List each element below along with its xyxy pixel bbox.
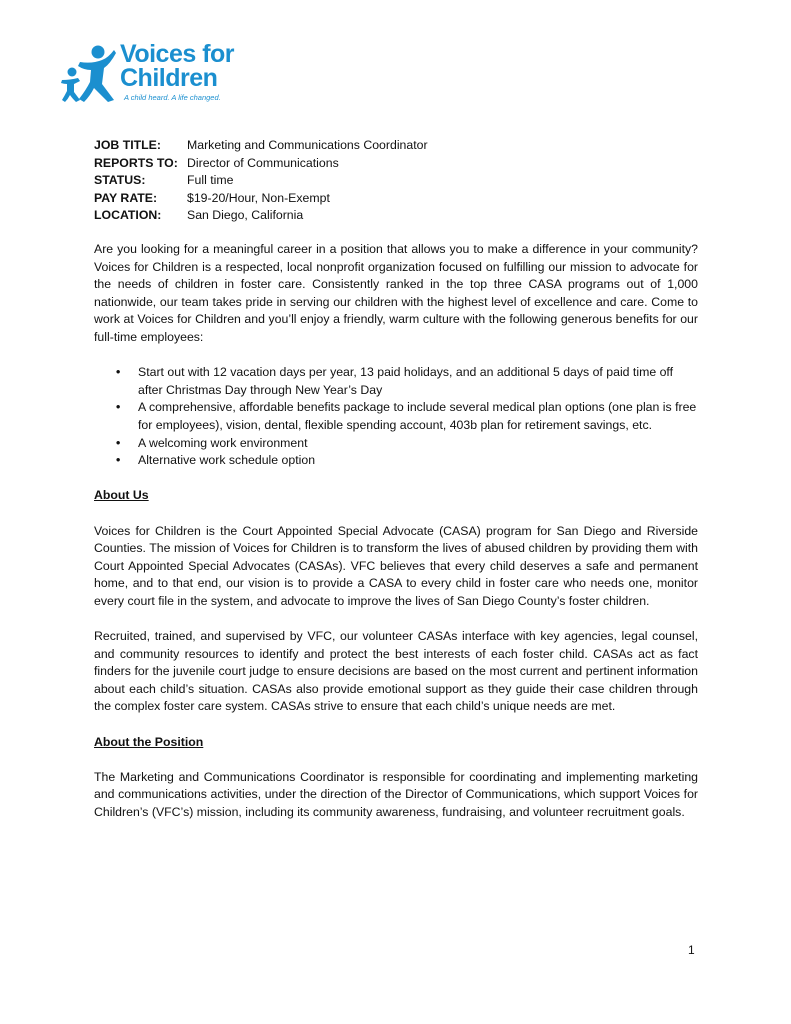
document-body xyxy=(94,241,698,822)
benefit-text: A comprehensive, affordable benefits package to include several medical plan options (one plan is free for employees), vision, dental, flexible spending account, 403b plan for retirement savings, etc. xyxy=(138,400,697,432)
status-value: Full time xyxy=(187,173,234,188)
location-row xyxy=(94,207,428,225)
logo-text-line2: Children xyxy=(120,64,218,92)
location-label: LOCATION: xyxy=(94,208,162,223)
reports-to-value: Director of Communications xyxy=(187,155,339,170)
intro-paragraph: Are you looking for a meaningful career in a position that allows you to make a difference in your community? Voices for Children is a respected, local nonprofit organization focused on fulfilling our mission to advocate for the needs of children in foster care. Consistently ranked in the top three CASA programs out of 1,000 nationwide, our team takes pride in serving our children with the highest level of excellence and care. Come to work at Voices for Children and you’ll enjoy a friendly, warm culture with the following generous benefits for our full-time employees: xyxy=(94,242,698,344)
bullet-icon: • xyxy=(116,453,121,468)
status-label: STATUS: xyxy=(94,173,146,188)
benefit-text: Start out with 12 vacation days per year, 13 paid holidays, and an additional 5 days of paid time off after Christmas Day through New Year’s Day xyxy=(138,365,674,397)
about-position-paragraph: The Marketing and Communications Coordinator is responsible for coordinating and implementing marketing and communications activities, under the direction of the Director of Communications, which support Voices for Children’s (VFC’s) mission, including its community awareness, fundraising, and volunteer recruitment goals. xyxy=(94,769,698,819)
pay-rate-label: PAY RATE: xyxy=(94,190,158,205)
list-item xyxy=(94,364,698,399)
list-item xyxy=(94,399,698,434)
location-value: San Diego, California xyxy=(187,208,304,223)
logo-tagline: A child heard. A life changed. xyxy=(124,93,221,102)
list-item xyxy=(94,435,698,453)
reports-to-row xyxy=(94,155,428,173)
benefit-text: A welcoming work environment xyxy=(138,435,308,450)
about-us-heading: About Us xyxy=(94,488,149,503)
job-title-value: Marketing and Communications Coordinator xyxy=(187,138,428,152)
bullet-icon: • xyxy=(116,365,121,380)
list-item xyxy=(94,452,698,470)
benefits-list xyxy=(94,364,698,470)
page-number: 1 xyxy=(688,943,695,957)
benefit-text: Alternative work schedule option xyxy=(138,453,316,468)
job-details xyxy=(94,137,428,225)
job-title-row xyxy=(94,137,428,155)
status-row xyxy=(94,172,428,190)
logo-text-line1: Voices for xyxy=(120,40,235,68)
about-position-heading: About the Position xyxy=(94,734,204,749)
pay-rate-value: $19-20/Hour, Non-Exempt xyxy=(187,190,330,205)
about-us-paragraph-1: Voices for Children is the Court Appointed Special Advocate (CASA) program for San Diego and Riverside Counties. The mission of Voices for Children is to transform the lives of abused children by providing them with Court Appointed Special Advocates (CASAs). VFC believes that every child deserves a safe and permanent home, and to that end, our vision is to provide a CASA to every child in foster care who needs one, monitor every court file in the system, and advocate to improve the lives of San Diego County’s foster children. xyxy=(94,523,698,608)
pay-rate-row xyxy=(94,190,428,208)
reports-to-label: REPORTS TO: xyxy=(94,155,178,170)
children-figures-icon xyxy=(58,44,118,104)
bullet-icon: • xyxy=(116,435,121,450)
logo xyxy=(58,40,248,106)
about-us-paragraph-2: Recruited, trained, and supervised by VFC, our volunteer CASAs interface with key agencies, legal counsel, and community resources to identify and protect the best interests of each foster child. CASAs act as fact finders for the juvenile court judge to ensure decisions are based on the most current and pertinent information about each child’s situation. CASAs also provide emotional support as they guide their case children through the complex foster care system. CASAs strive to ensure that each child’s unique needs are met. xyxy=(94,629,698,714)
bullet-icon: • xyxy=(116,400,121,415)
job-title-label: JOB TITLE: xyxy=(94,138,161,152)
